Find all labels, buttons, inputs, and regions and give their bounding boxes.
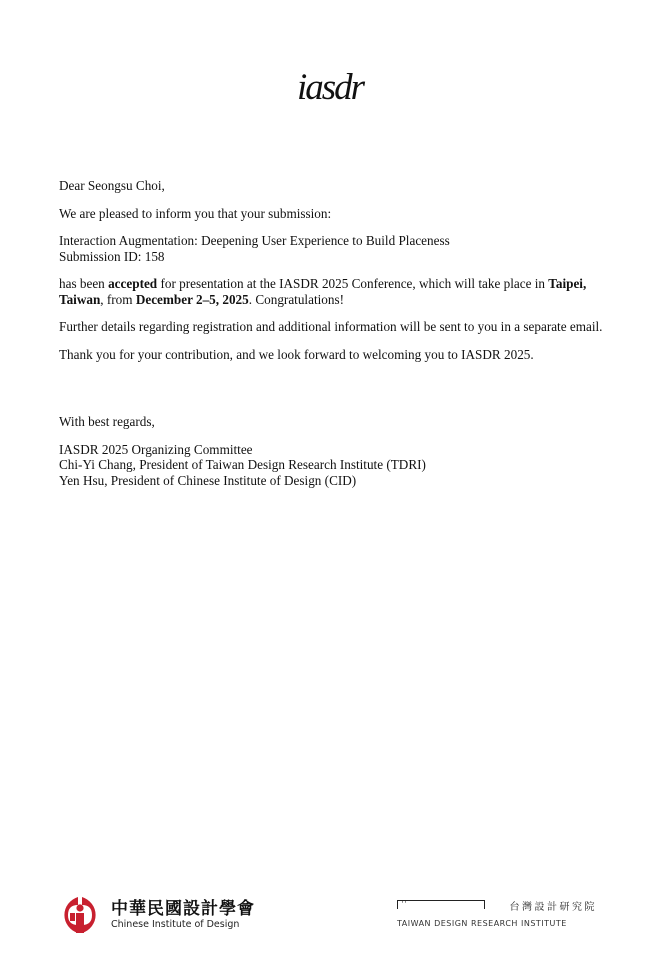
thanks-paragraph: Thank you for your contribution, and we look forward to welcoming you to IASDR 2025. — [59, 346, 534, 362]
text-run: has been — [59, 276, 109, 291]
further-details-paragraph: Further details regarding registration and additional information will be sent to you in a separate email. — [59, 319, 603, 334]
intro-paragraph: We are pleased to inform you that your submission: — [59, 205, 332, 221]
cid-branding — [58, 895, 255, 935]
text-run: , from — [100, 291, 136, 307]
location-emphasis: Taipei, Taiwan — [59, 276, 587, 307]
submission-id: Submission ID: 158 — [59, 248, 165, 264]
salutation: Dear Seongsu Choi, — [59, 178, 165, 193]
closing: With best regards, — [59, 414, 155, 429]
accepted-emphasis: accepted — [108, 276, 158, 291]
tdri-branding — [397, 898, 597, 928]
signatory: Chi-Yi Chang, President of Taiwan Design Research Institute (TDRI) — [59, 457, 426, 472]
submission-block — [59, 233, 609, 264]
signature-block — [59, 442, 609, 489]
cid-logo-icon — [58, 895, 102, 935]
iasdr-logo: iasdr — [296, 67, 364, 108]
letter-body — [59, 178, 609, 500]
acceptance-paragraph — [59, 276, 609, 307]
cid-name-en: Chinese Institute of Design — [111, 919, 240, 930]
tdri-logo-icon — [397, 900, 485, 909]
cid-name-zh: 中華民國設計學會 — [111, 899, 255, 919]
signatory: IASDR 2025 Organizing Committee — [59, 441, 253, 457]
text-run: . Congratulations! — [248, 291, 344, 307]
text-run: for presentation at the IASDR 2025 Conference, which will take place in — [157, 276, 549, 291]
signatory: Yen Hsu, President of Chinese Institute of Design (CID) — [59, 472, 357, 488]
dates-emphasis: December 2–5, 2025 — [135, 291, 249, 307]
tdri-name-en: TAIWAN DESIGN RESEARCH INSTITUTE — [397, 919, 567, 928]
tdri-name-zh: 台灣設計研究院 — [509, 902, 597, 913]
submission-title: Interaction Augmentation: Deepening User Experience to Build Placeness — [59, 233, 450, 248]
